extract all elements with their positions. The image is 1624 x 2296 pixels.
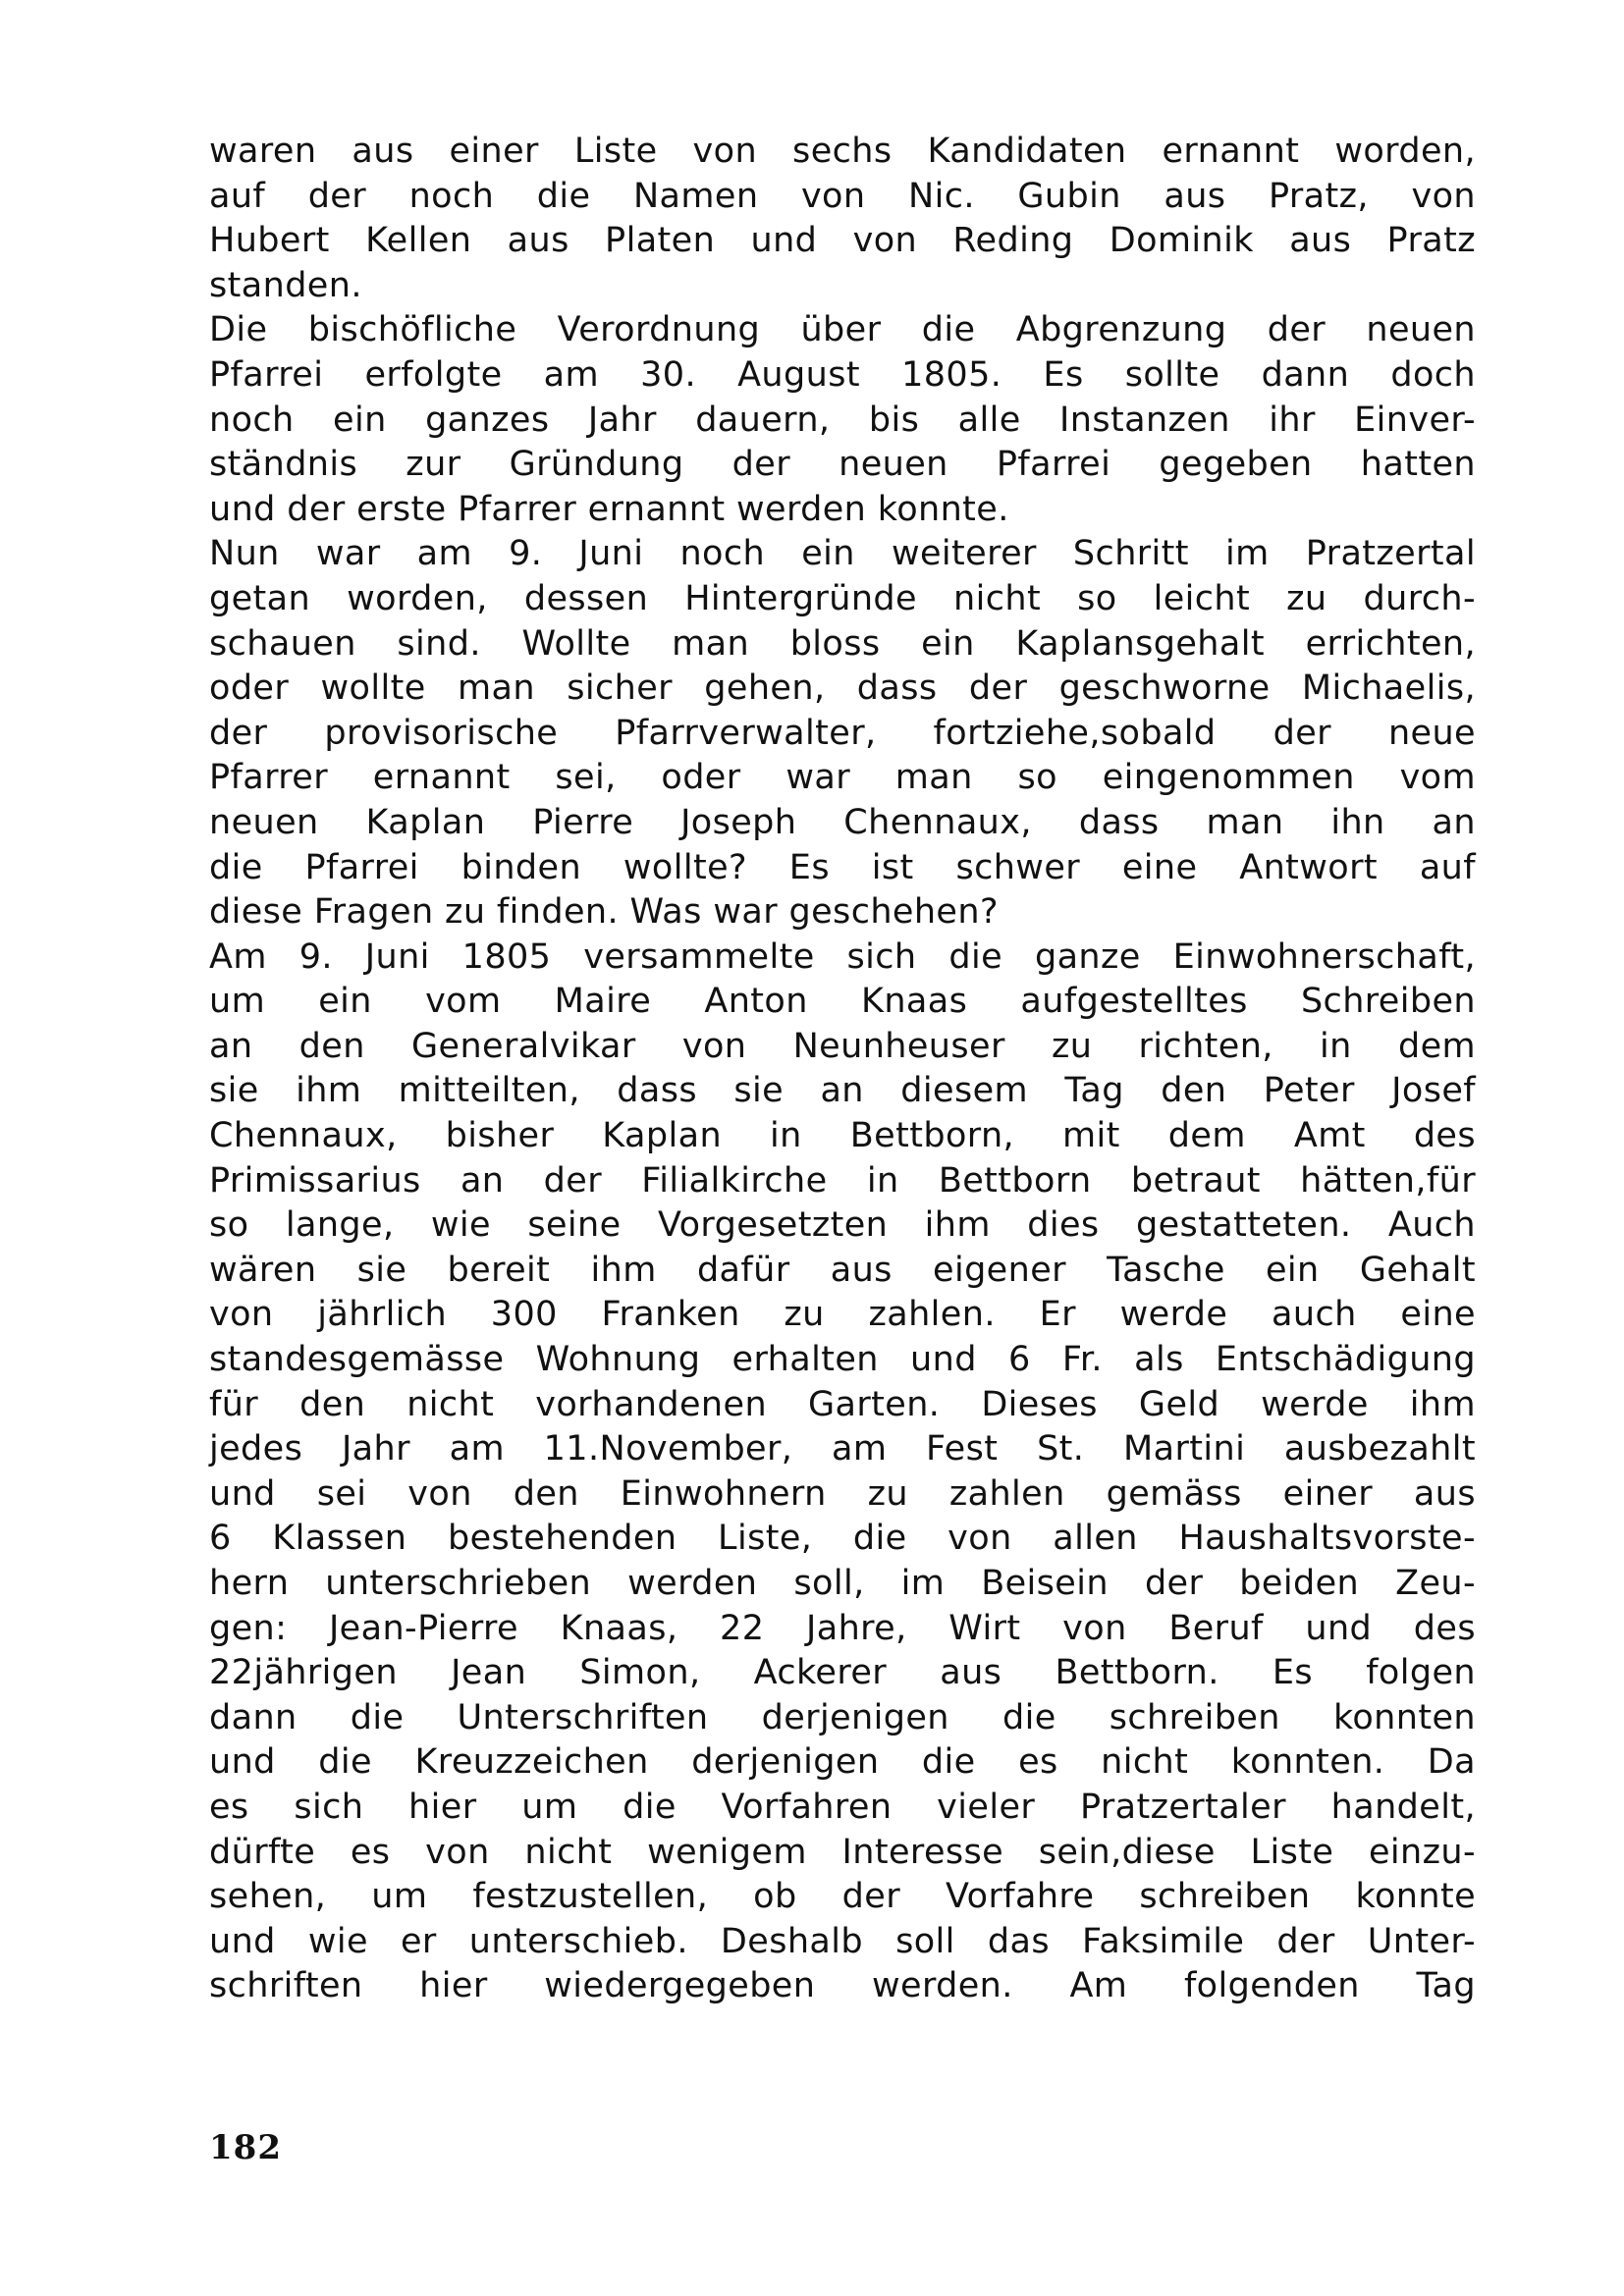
text-line: dann die Unterschriften derjenigen die schreiben konnten <box>209 1697 1476 1737</box>
text-line: Am 9. Juni 1805 versammelte sich die ganze Einwohnerschaft, <box>209 936 1476 977</box>
text-line: sehen, um festzustellen, ob der Vorfahre schreiben konnte <box>209 1877 1476 1917</box>
text-line: ständnis zur Gründung der neuen Pfarrei gegeben hatten <box>209 445 1476 485</box>
page-number: 182 <box>209 2128 282 2167</box>
text-line: Die bischöfliche Verordnung über die Abgrenzung der neuen <box>209 310 1476 350</box>
text-line: an den Generalvikar von Neunheuser zu richten, in dem <box>209 1026 1476 1066</box>
text-line: diese Fragen zu finden. Was war geschehen? <box>209 892 999 933</box>
text-line: für den nicht vorhandenen Garten. Dieses Geld werde ihm <box>209 1384 1476 1424</box>
text-line: und der erste Pfarrer ernannt werden konnte. <box>209 489 1009 529</box>
text-line: Chennaux, bisher Kaplan in Bettborn, mit dem Amt des <box>209 1116 1476 1156</box>
text-line: hern unterschrieben werden soll, im Beisein der beiden Zeu- <box>209 1564 1476 1603</box>
text-line: waren aus einer Liste von sechs Kandidaten ernannt worden, <box>209 132 1476 171</box>
text-line: noch ein ganzes Jahr dauern, bis alle Instanzen ihr Einver- <box>209 400 1476 440</box>
text-line: Pfarrer ernannt sei, oder war man so eingenommen vom <box>209 758 1476 798</box>
text-line: neuen Kaplan Pierre Joseph Chennaux, dass man ihn an <box>209 802 1476 842</box>
text-line: und wie er unterschieb. Deshalb soll das Faksimile der Unter- <box>209 1921 1476 1961</box>
text-line: um ein vom Maire Anton Knaas aufgestelltes Schreiben <box>209 982 1476 1022</box>
text-line: so lange, wie seine Vorgesetzten ihm dies gestatteten. Auch <box>209 1205 1476 1246</box>
text-line: getan worden, dessen Hintergründe nicht so leicht zu durch- <box>209 578 1476 618</box>
text-line: Hubert Kellen aus Platen und von Reding Dominik aus Pratz <box>209 221 1476 261</box>
text-line: standesgemässe Wohnung erhalten und 6 Fr. als Entschädigung <box>209 1340 1476 1380</box>
text-line: und die Kreuzzeichen derjenigen die es nicht konnten. Da <box>209 1742 1476 1783</box>
text-line: der provisorische Pfarrverwalter, fortziehe,sobald der neue <box>209 713 1476 753</box>
text-line: dürfte es von nicht wenigem Interesse sein,diese Liste einzu- <box>209 1832 1476 1872</box>
text-line: die Pfarrei binden wollte? Es ist schwer eine Antwort auf <box>209 847 1476 887</box>
text-line: auf der noch die Namen von Nic. Gubin aus Pratz, von <box>209 176 1476 216</box>
text-line: Pfarrei erfolgte am 30. August 1805. Es sollte dann doch <box>209 354 1476 395</box>
text-line: gen: Jean-Pierre Knaas, 22 Jahre, Wirt von Beruf und des <box>209 1608 1476 1648</box>
text-line: Primissarius an der Filialkirche in Bettborn betraut hätten,für <box>209 1160 1476 1201</box>
text-line: es sich hier um die Vorfahren vieler Pratzertaler handelt, <box>209 1787 1476 1827</box>
text-line: sie ihm mitteilten, dass sie an diesem Tag den Peter Josef <box>209 1071 1476 1111</box>
body-text <box>209 130 1476 2009</box>
text-line: jedes Jahr am 11.November, am Fest St. Martini ausbezahlt <box>209 1429 1476 1469</box>
text-line: schriften hier wiedergegeben werden. Am folgenden Tag <box>209 1966 1476 2006</box>
text-line: wären sie bereit ihm dafür aus eigener Tasche ein Gehalt <box>209 1250 1476 1290</box>
text-line: 6 Klassen bestehenden Liste, die von allen Haushaltsvorste- <box>209 1519 1476 1559</box>
text-line: und sei von den Einwohnern zu zahlen gemäss einer aus <box>209 1473 1476 1514</box>
text-line: 22jährigen Jean Simon, Ackerer aus Bettborn. Es folgen <box>209 1653 1476 1693</box>
text-line: schauen sind. Wollte man bloss ein Kaplansgehalt errichten, <box>209 623 1476 664</box>
text-line: Nun war am 9. Juni noch ein weiterer Schritt im Pratzertal <box>209 534 1476 574</box>
text-line: von jährlich 300 Franken zu zahlen. Er werde auch eine <box>209 1295 1476 1335</box>
text-line: standen. <box>209 265 362 305</box>
text-line: oder wollte man sicher gehen, dass der geschworne Michaelis, <box>209 668 1476 709</box>
